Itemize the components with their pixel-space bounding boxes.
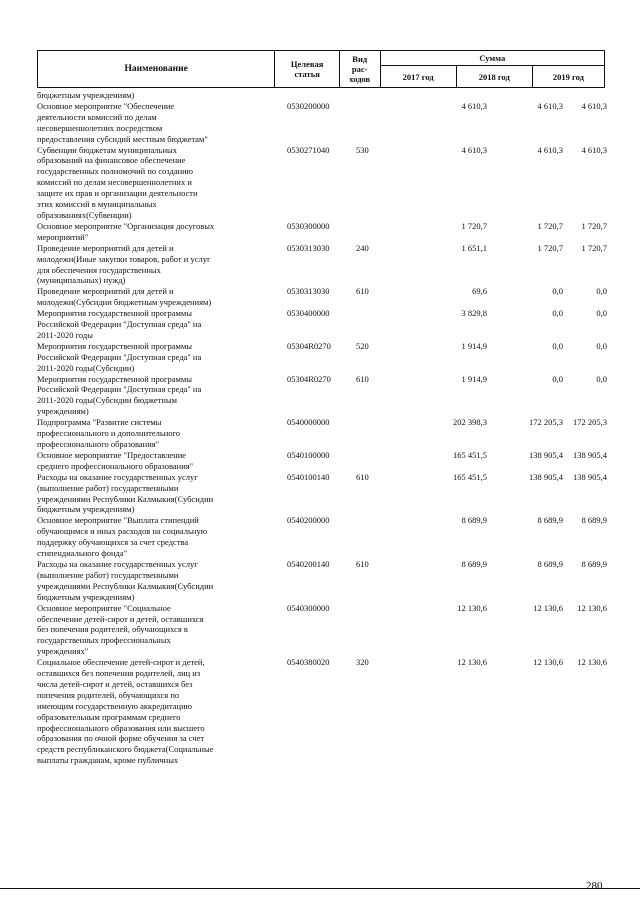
- header-name: Наименование: [38, 51, 275, 88]
- row-2019: 0,0: [596, 340, 607, 351]
- row-2018: 1 720,7: [537, 242, 563, 253]
- row-2018: 0,0: [552, 373, 563, 384]
- row-name: Проведение мероприятий для детей и молодежи(Иные закупки товаров, работ и услуг для обеспечения государственных (муниципальных) нужд): [37, 242, 211, 286]
- row-code: 0540100000: [287, 449, 330, 460]
- row-2019: 1 720,7: [581, 220, 607, 231]
- header-vid: Вид рас- ходов: [339, 51, 380, 88]
- row-code: 0540200000: [287, 515, 330, 526]
- row-2018: 12 130,6: [533, 657, 563, 668]
- row-2019: 138 905,4: [573, 471, 607, 482]
- row-2017: 12 130,6: [457, 602, 487, 613]
- row-2018: 0,0: [552, 340, 563, 351]
- row-name: Социальное обеспечение детей-сирот и детей, оставшихся без попечения родителей, лиц из числа детей-сирот и детей, оставшихся без попечения родителей, обучающихся по имеющим государственную аккредитацию образовательным программам среднего профессионального образования или высшего образования по очной форме обучения за счет средств республиканского бюджета(Социальные выплаты гражданам, кроме публичных: [37, 657, 214, 766]
- row-name: Субвенции бюджетам муниципальных образований на финансовое обеспечение государственных полномочий по созданию комиссий по делам несовершеннолетних и защите их прав и организации деятельности этих комиссий в муниципальных образованиях(Субвенции): [37, 144, 198, 220]
- row-code: 0530313030: [287, 286, 330, 297]
- row-name: Мероприятия государственной программы Российской Федерации "Доступная среда" на 2011-2020 годы: [37, 308, 202, 340]
- header-code: Целевая статья: [275, 51, 340, 88]
- row-vid: 320: [356, 657, 369, 668]
- row-vid: 240: [356, 242, 369, 253]
- row-code: 0540380020: [287, 657, 330, 668]
- row-code: 0540000000: [287, 417, 330, 428]
- row-code: 0540300000: [287, 602, 330, 613]
- row-code: 0540200140: [287, 558, 330, 569]
- row-code: 0530271040: [287, 144, 330, 155]
- row-code: 0540100140: [287, 471, 330, 482]
- header-sum: Сумма: [380, 51, 604, 66]
- row-2017: 69,6: [472, 286, 487, 297]
- row-2018: 138 905,4: [529, 471, 563, 482]
- table-row: [37, 341, 607, 374]
- row-2019: 1 720,7: [581, 242, 607, 253]
- row-name: Мероприятия государственной программы Российской Федерации "Доступная среда" на 2011-2020 годы(Субсидии): [37, 340, 202, 373]
- row-vid: 520: [356, 340, 369, 351]
- row-2019: 138 905,4: [573, 449, 607, 460]
- table-row: [37, 374, 607, 418]
- row-vid: 610: [356, 286, 369, 297]
- table-row: [37, 450, 607, 472]
- row-2017: 4 610,3: [461, 100, 487, 111]
- table-row: [37, 515, 607, 559]
- row-2017: 4 610,3: [461, 144, 487, 155]
- row-name: Подпрограмма "Развитие системы профессионального и дополнительного профессионального образования": [37, 417, 181, 449]
- row-2019: 8 689,9: [581, 558, 607, 569]
- row-name: Мероприятия государственной программы Российской Федерации "Доступная среда" на 2011-2020 годы(Субсидии бюджетным учреждениям): [37, 373, 202, 417]
- row-2017: 1 651,1: [461, 242, 487, 253]
- row-vid: 610: [356, 373, 369, 384]
- row-code: 0530300000: [287, 220, 330, 231]
- row-2017: 1 914,9: [461, 373, 487, 384]
- header-2017: 2017 год: [380, 66, 456, 88]
- table-row: [37, 243, 607, 287]
- row-2019: 0,0: [596, 373, 607, 384]
- table-row: [37, 308, 607, 341]
- row-2019: 12 130,6: [577, 602, 607, 613]
- table-row: [37, 90, 607, 101]
- row-2019: 4 610,3: [581, 100, 607, 111]
- row-name: Расходы на оказание государственных услуг (выполнение работ) государственными учреждениями Республики Калмыкия(Субсидии бюджетным учреждениям): [37, 471, 214, 515]
- row-2017: 8 689,9: [461, 515, 487, 526]
- row-name: Расходы на оказание государственных услуг (выполнение работ) государственными учреждениями Республики Калмыкия(Субсидии бюджетным учреждениям): [37, 558, 214, 602]
- row-2017: 3 829,8: [461, 308, 487, 319]
- table-row: [37, 221, 607, 243]
- row-2019: 12 130,6: [577, 657, 607, 668]
- row-code: 05304R0270: [287, 373, 331, 384]
- row-name: Основное мероприятие "Организация досуговых мероприятий": [37, 220, 215, 242]
- row-2018: 8 689,9: [537, 558, 563, 569]
- row-name: Основное мероприятие "Социальное обеспечение детей-сирот и детей, оставшихся без попечения родителей, обучающихся в государственных профессиональных учреждениях": [37, 602, 204, 657]
- row-2018: 0,0: [552, 286, 563, 297]
- table-row: [37, 286, 607, 308]
- row-vid: 530: [356, 144, 369, 155]
- row-code: 0530313030: [287, 242, 330, 253]
- row-2018: 4 610,3: [537, 100, 563, 111]
- row-2019: 4 610,3: [581, 144, 607, 155]
- row-2018: 138 905,4: [529, 449, 563, 460]
- table-row: [37, 145, 607, 221]
- row-name: бюджетным учреждениям): [37, 90, 135, 100]
- row-2019: 0,0: [596, 308, 607, 319]
- row-name: Основное мероприятие "Выплата стипендий обучающимся и иных расходов на социальную поддержку обучающихся за счет средства стипендиального фонда": [37, 515, 208, 559]
- row-name: Основное мероприятие "Обеспечение деятельности комиссий по делам несовершеннолетних посредством предоставления субсидий местным бюджетам": [37, 100, 208, 144]
- row-2018: 1 720,7: [537, 220, 563, 231]
- header-2019: 2019 год: [532, 66, 604, 88]
- row-2019: 172 205,3: [573, 417, 607, 428]
- row-2017: 165 451,5: [453, 471, 487, 482]
- row-2018: 172 205,3: [529, 417, 563, 428]
- table-header: [37, 50, 605, 88]
- row-vid: 610: [356, 471, 369, 482]
- page-number: 280: [586, 880, 603, 892]
- row-2017: 202 398,3: [453, 417, 487, 428]
- row-code: 0530200000: [287, 100, 330, 111]
- header-2018: 2018 год: [456, 66, 532, 88]
- table-body: [37, 90, 607, 766]
- row-2018: 0,0: [552, 308, 563, 319]
- row-code: 05304R0270: [287, 340, 331, 351]
- row-2017: 12 130,6: [457, 657, 487, 668]
- row-2019: 8 689,9: [581, 515, 607, 526]
- table-row: [37, 101, 607, 145]
- table-row: [37, 472, 607, 516]
- row-2019: 0,0: [596, 286, 607, 297]
- table-row: [37, 559, 607, 603]
- row-vid: 610: [356, 558, 369, 569]
- row-2018: 8 689,9: [537, 515, 563, 526]
- row-name: Проведение мероприятий для детей и молодежи(Субсидии бюджетным учреждениям): [37, 286, 212, 308]
- row-2017: 1 914,9: [461, 340, 487, 351]
- table-row: [37, 603, 607, 658]
- row-2017: 165 451,5: [453, 449, 487, 460]
- table-row: [37, 657, 607, 766]
- row-2017: 1 720,7: [461, 220, 487, 231]
- table-row: [37, 417, 607, 450]
- row-name: Основное мероприятие "Предоставление среднего профессионального образования": [37, 449, 194, 471]
- bottom-rule: [0, 888, 640, 889]
- row-2018: 12 130,6: [533, 602, 563, 613]
- row-code: 0530400000: [287, 308, 330, 319]
- row-2018: 4 610,3: [537, 144, 563, 155]
- row-2017: 8 689,9: [461, 558, 487, 569]
